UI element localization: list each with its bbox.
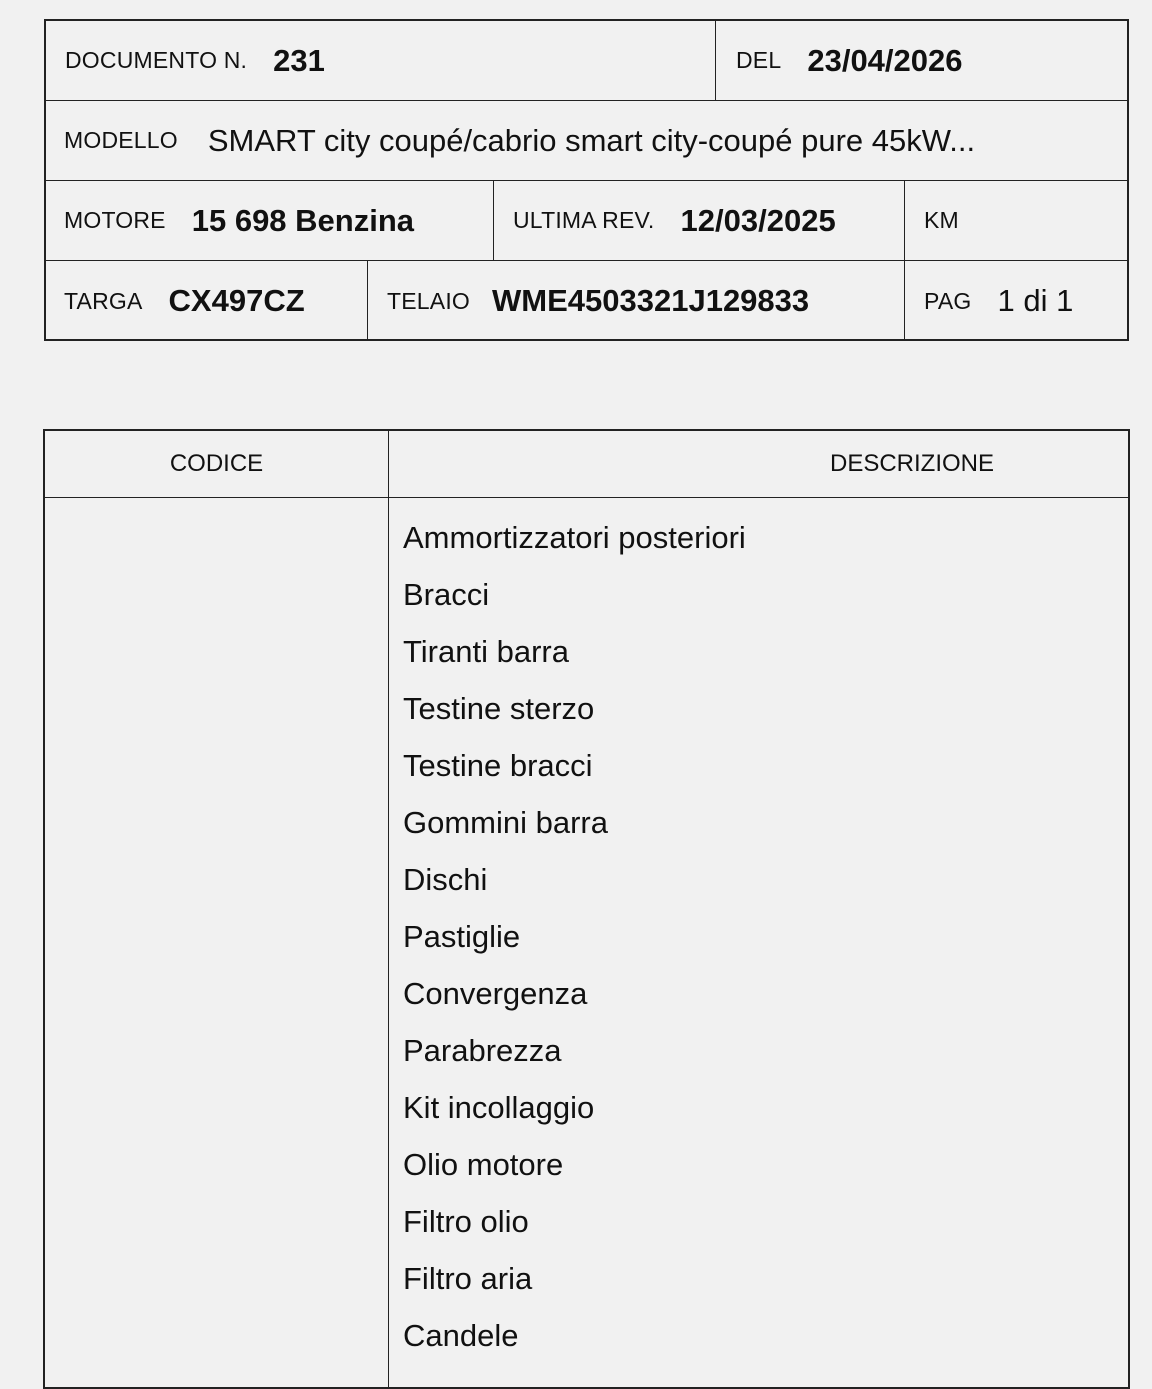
table-row: Parabrezza — [403, 1033, 562, 1068]
motore-cell — [46, 181, 494, 260]
header-row-documento — [46, 21, 1127, 101]
column-divider — [388, 431, 389, 1387]
modello-cell — [46, 101, 1127, 180]
km-label: KM — [924, 207, 959, 233]
documento-label: DOCUMENTO N. — [65, 47, 248, 73]
del-label: DEL — [736, 47, 782, 73]
header-row-modello — [46, 101, 1127, 181]
table-row: Kit incollaggio — [403, 1090, 595, 1125]
table-row: Dischi — [403, 862, 488, 897]
ultima-rev-date: 12/03/2025 — [680, 202, 836, 238]
table-row: Pastiglie — [403, 919, 521, 954]
table-row: Convergenza — [403, 976, 588, 1011]
document-header — [44, 19, 1129, 341]
targa-label: TARGA — [64, 287, 143, 314]
modello-label: MODELLO — [64, 127, 178, 153]
pag-label: PAG — [924, 287, 972, 314]
telaio-label: TELAIO — [387, 287, 471, 314]
del-date: 23/04/2026 — [807, 42, 963, 78]
table-row: Candele — [403, 1318, 519, 1353]
codice-header: CODICE — [169, 449, 264, 477]
table-row: Filtro olio — [403, 1204, 529, 1239]
motore-value: 15 698 Benzina — [191, 202, 415, 238]
targa-cell — [46, 261, 368, 341]
descrizione-list — [403, 515, 746, 1370]
items-table — [43, 429, 1130, 1389]
documento-number: 231 — [273, 42, 325, 78]
pag-cell — [905, 261, 1127, 341]
telaio-value: WME4503321J129833 — [492, 283, 810, 318]
ultima-rev-cell — [494, 181, 905, 260]
targa-value: CX497CZ — [168, 283, 305, 318]
table-header — [45, 431, 1128, 498]
table-row: Olio motore — [403, 1147, 564, 1182]
header-row-motore — [46, 181, 1127, 261]
header-row-targa — [46, 261, 1127, 341]
table-row: Gommini barra — [403, 805, 608, 840]
documento-cell — [46, 21, 716, 100]
descrizione-header: DESCRIZIONE — [830, 449, 995, 477]
motore-label: MOTORE — [64, 207, 166, 233]
pag-value: 1 di 1 — [997, 283, 1074, 318]
table-row: Tiranti barra — [403, 634, 569, 669]
telaio-cell — [368, 261, 905, 341]
table-row: Testine bracci — [403, 748, 593, 783]
del-cell — [716, 21, 1127, 100]
table-row: Filtro aria — [403, 1261, 533, 1296]
table-row: Ammortizzatori posteriori — [403, 520, 746, 555]
km-cell — [905, 181, 1127, 260]
table-row: Bracci — [403, 577, 490, 612]
table-row: Testine sterzo — [403, 691, 595, 726]
modello-value: SMART city coupé/cabrio smart city-coupé pure 45kW... — [207, 122, 976, 158]
ultima-rev-label: ULTIMA REV. — [513, 207, 655, 233]
